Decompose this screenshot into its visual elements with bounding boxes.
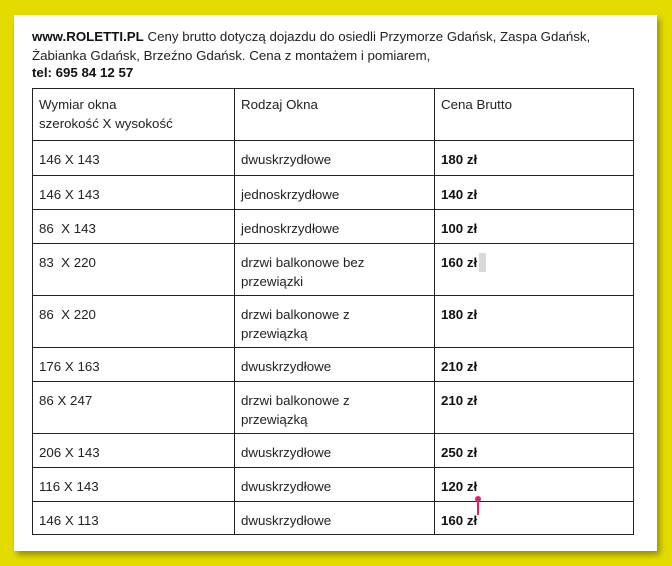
cell-price [435, 468, 634, 502]
table-row [33, 210, 634, 244]
price-value: 160 zł [441, 255, 478, 270]
cell-type-line1: jednoskrzydłowe [241, 221, 340, 236]
cell-price [435, 210, 634, 244]
cell-size: 146 X 113 [33, 502, 235, 535]
table-row [33, 434, 634, 468]
cell-price [435, 141, 634, 176]
phone-number: tel: 695 84 12 57 [32, 65, 134, 80]
cell-type-line2: przewiązką [241, 412, 308, 427]
table-row [33, 382, 634, 434]
cell-type [235, 468, 435, 502]
cell-type [235, 382, 435, 434]
cell-size: 176 X 163 [33, 348, 235, 382]
cell-type [235, 348, 435, 382]
cell-type [235, 434, 435, 468]
cell-type-line1: dwuskrzydłowe [241, 152, 332, 167]
price-value: 250 zł [441, 445, 478, 460]
cell-type-line1: drzwi balkonowe z [241, 307, 350, 322]
price-value: 120 zł [441, 479, 478, 494]
cell-size: 206 X 143 [33, 434, 235, 468]
cell-size: 116 X 143 [33, 468, 235, 502]
cell-type [235, 296, 435, 348]
cell-size: 86 X 143 [33, 210, 235, 244]
cell-type-line1: dwuskrzydłowe [241, 479, 332, 494]
cell-type [235, 176, 435, 210]
cell-price [435, 244, 634, 296]
document-page [14, 15, 657, 551]
cell-type [235, 244, 435, 296]
site-name: www.ROLETTI.PL [32, 29, 144, 44]
price-value: 210 zł [441, 359, 478, 374]
header-size-line2: szerokość X wysokość [39, 116, 173, 131]
cell-price [435, 502, 634, 535]
table-row [33, 296, 634, 348]
price-value: 100 zł [441, 221, 478, 236]
cell-size: 86 X 220 [33, 296, 235, 348]
cell-type-line1: dwuskrzydłowe [241, 359, 332, 374]
table-header-row [33, 89, 634, 141]
selection-highlight [479, 253, 486, 272]
table-row [33, 141, 634, 176]
table-row [33, 176, 634, 210]
header-price: Cena Brutto [435, 89, 634, 141]
price-table [32, 88, 634, 535]
table-row [33, 348, 634, 382]
cell-type-line1: drzwi balkonowe z [241, 393, 350, 408]
cell-type-line2: przewiązką [241, 326, 308, 341]
cell-size: 86 X 247 [33, 382, 235, 434]
cell-price [435, 176, 634, 210]
cell-type [235, 502, 435, 535]
text-cursor [477, 499, 479, 515]
cell-type-line2: przewiązki [241, 274, 304, 289]
cell-price [435, 434, 634, 468]
cell-size: 83 X 220 [33, 244, 235, 296]
table-row [33, 468, 634, 502]
cell-size: 146 X 143 [33, 141, 235, 176]
header-size [33, 89, 235, 141]
cell-type-line1: jednoskrzydłowe [241, 187, 340, 202]
cell-type-line1: drzwi balkonowe bez [241, 255, 365, 270]
table-row [33, 244, 634, 296]
cell-type [235, 210, 435, 244]
cell-size: 146 X 143 [33, 176, 235, 210]
cell-type-line1: dwuskrzydłowe [241, 513, 332, 528]
intro-text: Ceny brutto dotyczą dojazdu do osiedli Przymorze Gdańsk, Zaspa Gdańsk, Żabianka Gdańsk, Brzeźno Gdańsk. Cena z montażem i pomiarem, [32, 29, 591, 63]
price-value: 160 zł [441, 513, 478, 528]
table-row [33, 502, 634, 535]
cell-price [435, 348, 634, 382]
cell-price [435, 382, 634, 434]
header-size-line1: Wymiar okna [39, 97, 117, 112]
price-value: 180 zł [441, 152, 478, 167]
cell-type [235, 141, 435, 176]
cell-type-line1: dwuskrzydłowe [241, 445, 332, 460]
cell-price [435, 296, 634, 348]
price-value: 140 zł [441, 187, 478, 202]
price-value: 180 zł [441, 307, 478, 322]
header-type: Rodzaj Okna [235, 89, 435, 141]
price-value: 210 zł [441, 393, 478, 408]
intro-paragraph [32, 27, 622, 81]
